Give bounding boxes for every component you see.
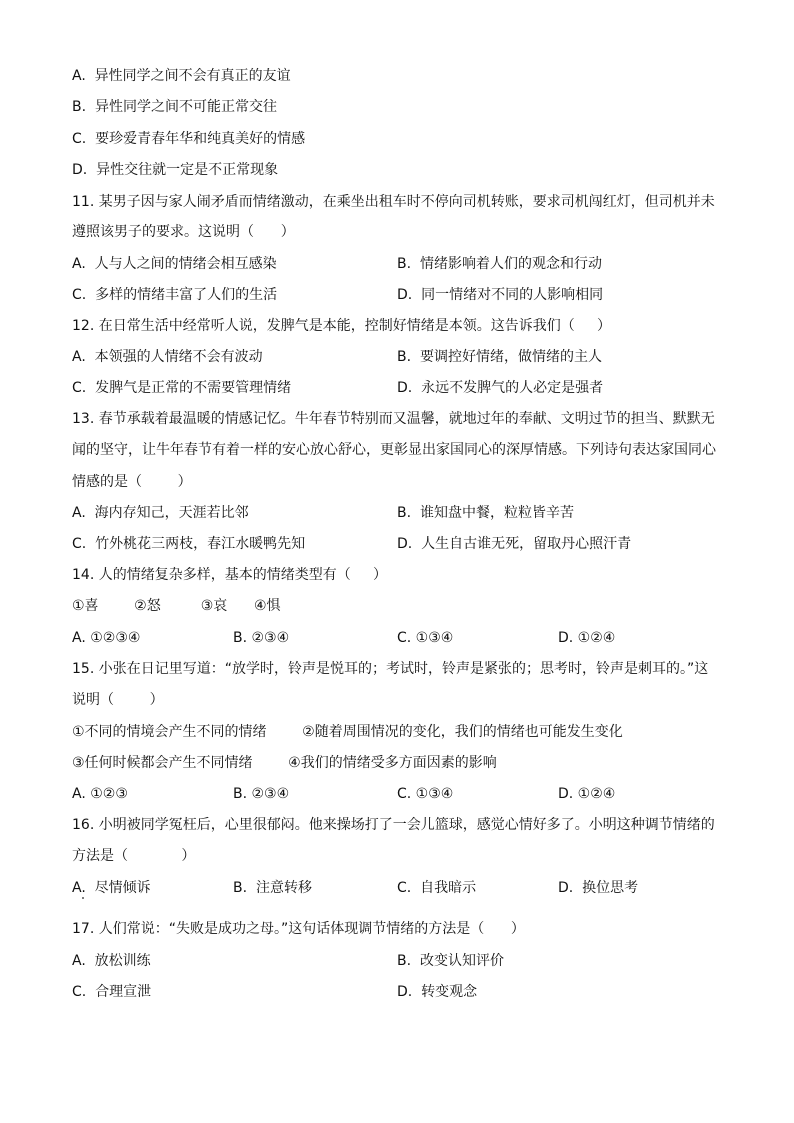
q14-option-d: D. ①②④: [558, 630, 616, 646]
q11-option-b: B. 情绪影响着人们的观念和行动: [397, 256, 602, 272]
q15-items-line1: ①不同的情境会产生不同的情绪 ②随着周围情况的变化，我们的情绪也可能发生变化: [72, 724, 623, 740]
q17-option-d: D. 转变观念: [397, 984, 478, 1000]
q16-option-c: C. 自我暗示: [397, 880, 477, 896]
q11-option-d: D. 同一情绪对不同的人影响相同: [397, 287, 604, 303]
q13-stem-line3: 情感的是（ ）: [72, 474, 192, 490]
q11-option-a: A. 人与人之间的情绪会相互感染: [72, 256, 277, 272]
q14-stem-line1: 14. 人的情绪复杂多样，基本的情绪类型有（ ）: [72, 567, 387, 583]
q12-option-d: D. 永远不发脾气的人必定是强者: [397, 380, 604, 396]
q13-option-a: A. 海内存知己，天涯若比邻: [72, 505, 249, 521]
q16-stem-line2: 方法是（ ）: [72, 848, 196, 864]
q11-stem-line1: 11. 某男子因与家人闹矛盾而情绪激动，在乘坐出租车时不停向司机转账，要求司机闯红灯，但司机并未: [72, 194, 715, 210]
q15-stem-line2: 说明（ ）: [72, 692, 164, 708]
q16-option-a: A. 尽情倾诉: [72, 880, 151, 896]
q10-option-b: B. 异性同学之间不可能正常交往: [72, 99, 277, 115]
q16-stem-line1: 16. 小明被同学冤枉后，心里很郁闷。他来操场打了一会儿篮球，感觉心情好多了。小明这种调节情绪的: [72, 817, 715, 833]
q13-option-b: B. 谁知盘中餐，粒粒皆辛苦: [397, 505, 574, 521]
q17-option-c: C. 合理宣泄: [72, 984, 152, 1000]
q15-stem-line1: 15. 小张在日记里写道：“放学时，铃声是悦耳的；考试时，铃声是紧张的；思考时，铃声是刺耳的。”这: [72, 661, 709, 677]
q16-option-d: D. 换位思考: [558, 880, 639, 896]
q14-option-a: A. ①②③④: [72, 630, 141, 646]
q12-option-a: A. 本领强的人情绪不会有波动: [72, 349, 263, 365]
q13-option-d: D. 人生自古谁无死，留取丹心照汗青: [397, 536, 632, 552]
q10-option-d: D. 异性交往就一定是不正常现象: [72, 162, 279, 178]
q11-stem-line2: 遵照该男子的要求。这说明（ ）: [72, 224, 295, 240]
q14-option-c: C. ①③④: [397, 630, 454, 646]
q14-items: ①喜 ②怒 ③哀 ④惧: [72, 598, 281, 614]
q10-option-c: C. 要珍爱青春年华和纯真美好的情感: [72, 131, 306, 147]
q15-option-d: D. ①②④: [558, 786, 616, 802]
q15-items-line2: ③任何时候都会产生不同情绪 ④我们的情绪受多方面因素的影响: [72, 755, 497, 771]
q13-stem-line2: 闻的坚守，让牛年春节有着一样的安心放心舒心，更彰显出家国同心的深厚情感。下列诗句表达家国同心: [72, 442, 716, 458]
stray-dot: [82, 897, 84, 899]
q11-option-c: C. 多样的情绪丰富了人们的生活: [72, 287, 278, 303]
q12-option-c: C. 发脾气是正常的不需要管理情绪: [72, 380, 292, 396]
q17-option-b: B. 改变认知评价: [397, 953, 504, 969]
q15-option-a: A. ①②③: [72, 786, 128, 802]
q12-option-b: B. 要调控好情绪，做情绪的主人: [397, 349, 602, 365]
q12-stem-line1: 12. 在日常生活中经常听人说，发脾气是本能，控制好情绪是本领。这告诉我们（ ）: [72, 318, 611, 334]
q17-stem-line1: 17. 人们常说：“失败是成功之母。”这句话体现调节情绪的方法是（ ）: [72, 921, 525, 937]
q15-option-b: B. ②③④: [233, 786, 290, 802]
q13-stem-line1: 13. 春节承载着最温暖的情感记忆。牛年春节特别而又温馨，就地过年的奉献、文明过节的担当、默默无: [72, 411, 715, 427]
q13-option-c: C. 竹外桃花三两枝，春江水暖鸭先知: [72, 536, 306, 552]
q17-option-a: A. 放松训练: [72, 953, 151, 969]
q10-option-a: A. 异性同学之间不会有真正的友谊: [72, 68, 291, 84]
q16-option-b: B. 注意转移: [233, 880, 312, 896]
q14-option-b: B. ②③④: [233, 630, 290, 646]
q15-option-c: C. ①③④: [397, 786, 454, 802]
